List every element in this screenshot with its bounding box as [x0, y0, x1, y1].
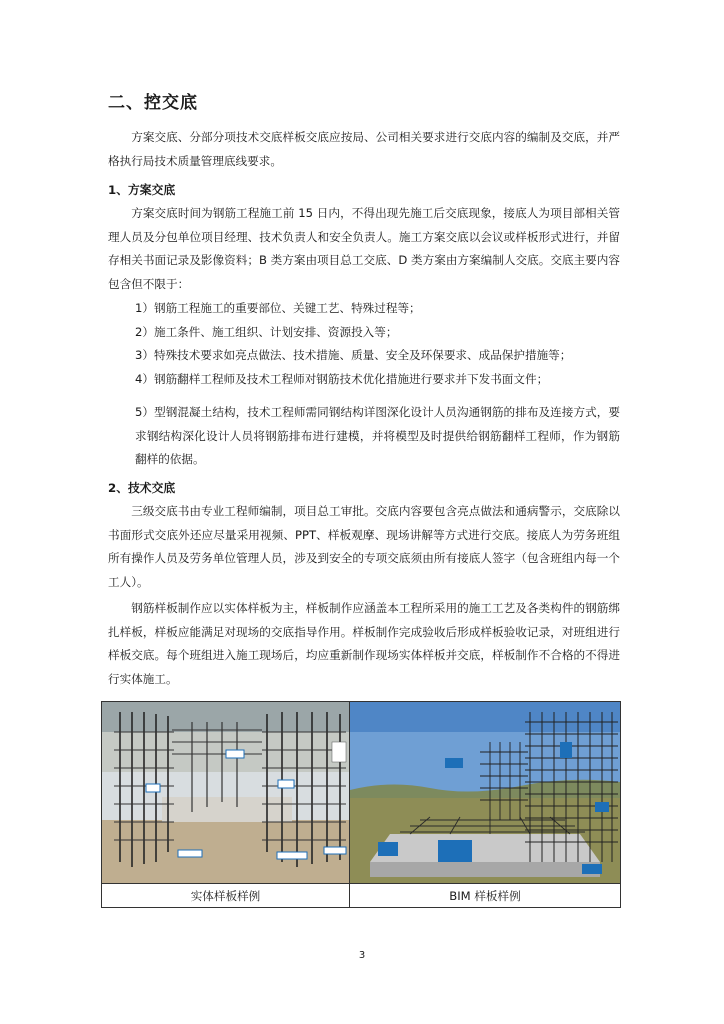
list-item: 4）钢筋翻样工程师及技术工程师对钢筋技术优化措施进行要求并下发书面文件；	[135, 372, 549, 386]
intro-paragraph: 方案交底、分部分项技术交底样板交底应按局、公司相关要求进行交底内容的编制及交底，并严格执行局技术质量管理底线要求。	[108, 130, 620, 168]
bim-sample-render	[350, 702, 620, 883]
bim-sample-caption: BIM 样板样例	[449, 889, 521, 903]
list-item: 2）施工条件、施工组织、计划安排、资源投入等；	[135, 325, 398, 339]
section-title: 二、控交底	[108, 93, 198, 113]
plan-briefing-paragraph: 方案交底时间为钢筋工程施工前 15 日内，不得出现先施工后交底现象，接底人为项目部相关管理人员及分包单位项目经理、技术负责人和安全负责人。施工方案交底以会议或样板形式进行，并留存相关书面记录及影像资料；B 类方案由项目总工交底、D 类方案由方案编制人交底。交底主要内容包含但不限于：	[108, 206, 620, 291]
technical-briefing-paragraph: 三级交底书由专业工程师编制，项目总工审批。交底内容要包含亮点做法和通病警示，交底除以书面形式交底外还应尽量采用视频、PPT、样板观摩、现场讲解等方式进行交底。接底人为劳务班组所有操作人员及劳务单位管理人员，涉及到安全的专项交底须由所有接底人签字（包含班组内每一个工人）。	[108, 504, 620, 589]
subsection-title-2: 2、技术交底	[108, 481, 176, 495]
list-item: 1）钢筋工程施工的重要部位、关键工艺、特殊过程等；	[135, 301, 421, 315]
figure-captions-row	[102, 883, 620, 908]
physical-sample-photo	[102, 702, 350, 883]
list-item: 3）特殊技术要求如亮点做法、技术措施、质量、安全及环保要求、成品保护措施等；	[135, 348, 572, 362]
subsection-title-1: 1、方案交底	[108, 183, 176, 197]
sample-paragraph: 钢筋样板制作应以实体样板为主，样板制作应涵盖本工程所采用的施工工艺及各类构件的钢筋绑扎样板，样板应能满足对现场的交底指导作用。样板制作完成验收后形成样板验收记录，对班组进行样板交底。每个班组进入施工现场后，均应重新制作现场实体样板并交底，样板制作不合格的不得进行实体施工。	[108, 601, 620, 686]
sample-figure-table	[101, 701, 621, 908]
page-number: 3	[358, 950, 366, 961]
list-item: 5）型钢混凝土结构，技术工程师需同钢结构详图深化设计人员沟通钢筋的排布及连接方式，要求钢结构深化设计人员将钢筋排布进行建模，并将模型及时提供给钢筋翻样工程师，作为钢筋翻样的依据。	[135, 405, 620, 467]
physical-sample-caption: 实体样板样例	[102, 884, 350, 908]
